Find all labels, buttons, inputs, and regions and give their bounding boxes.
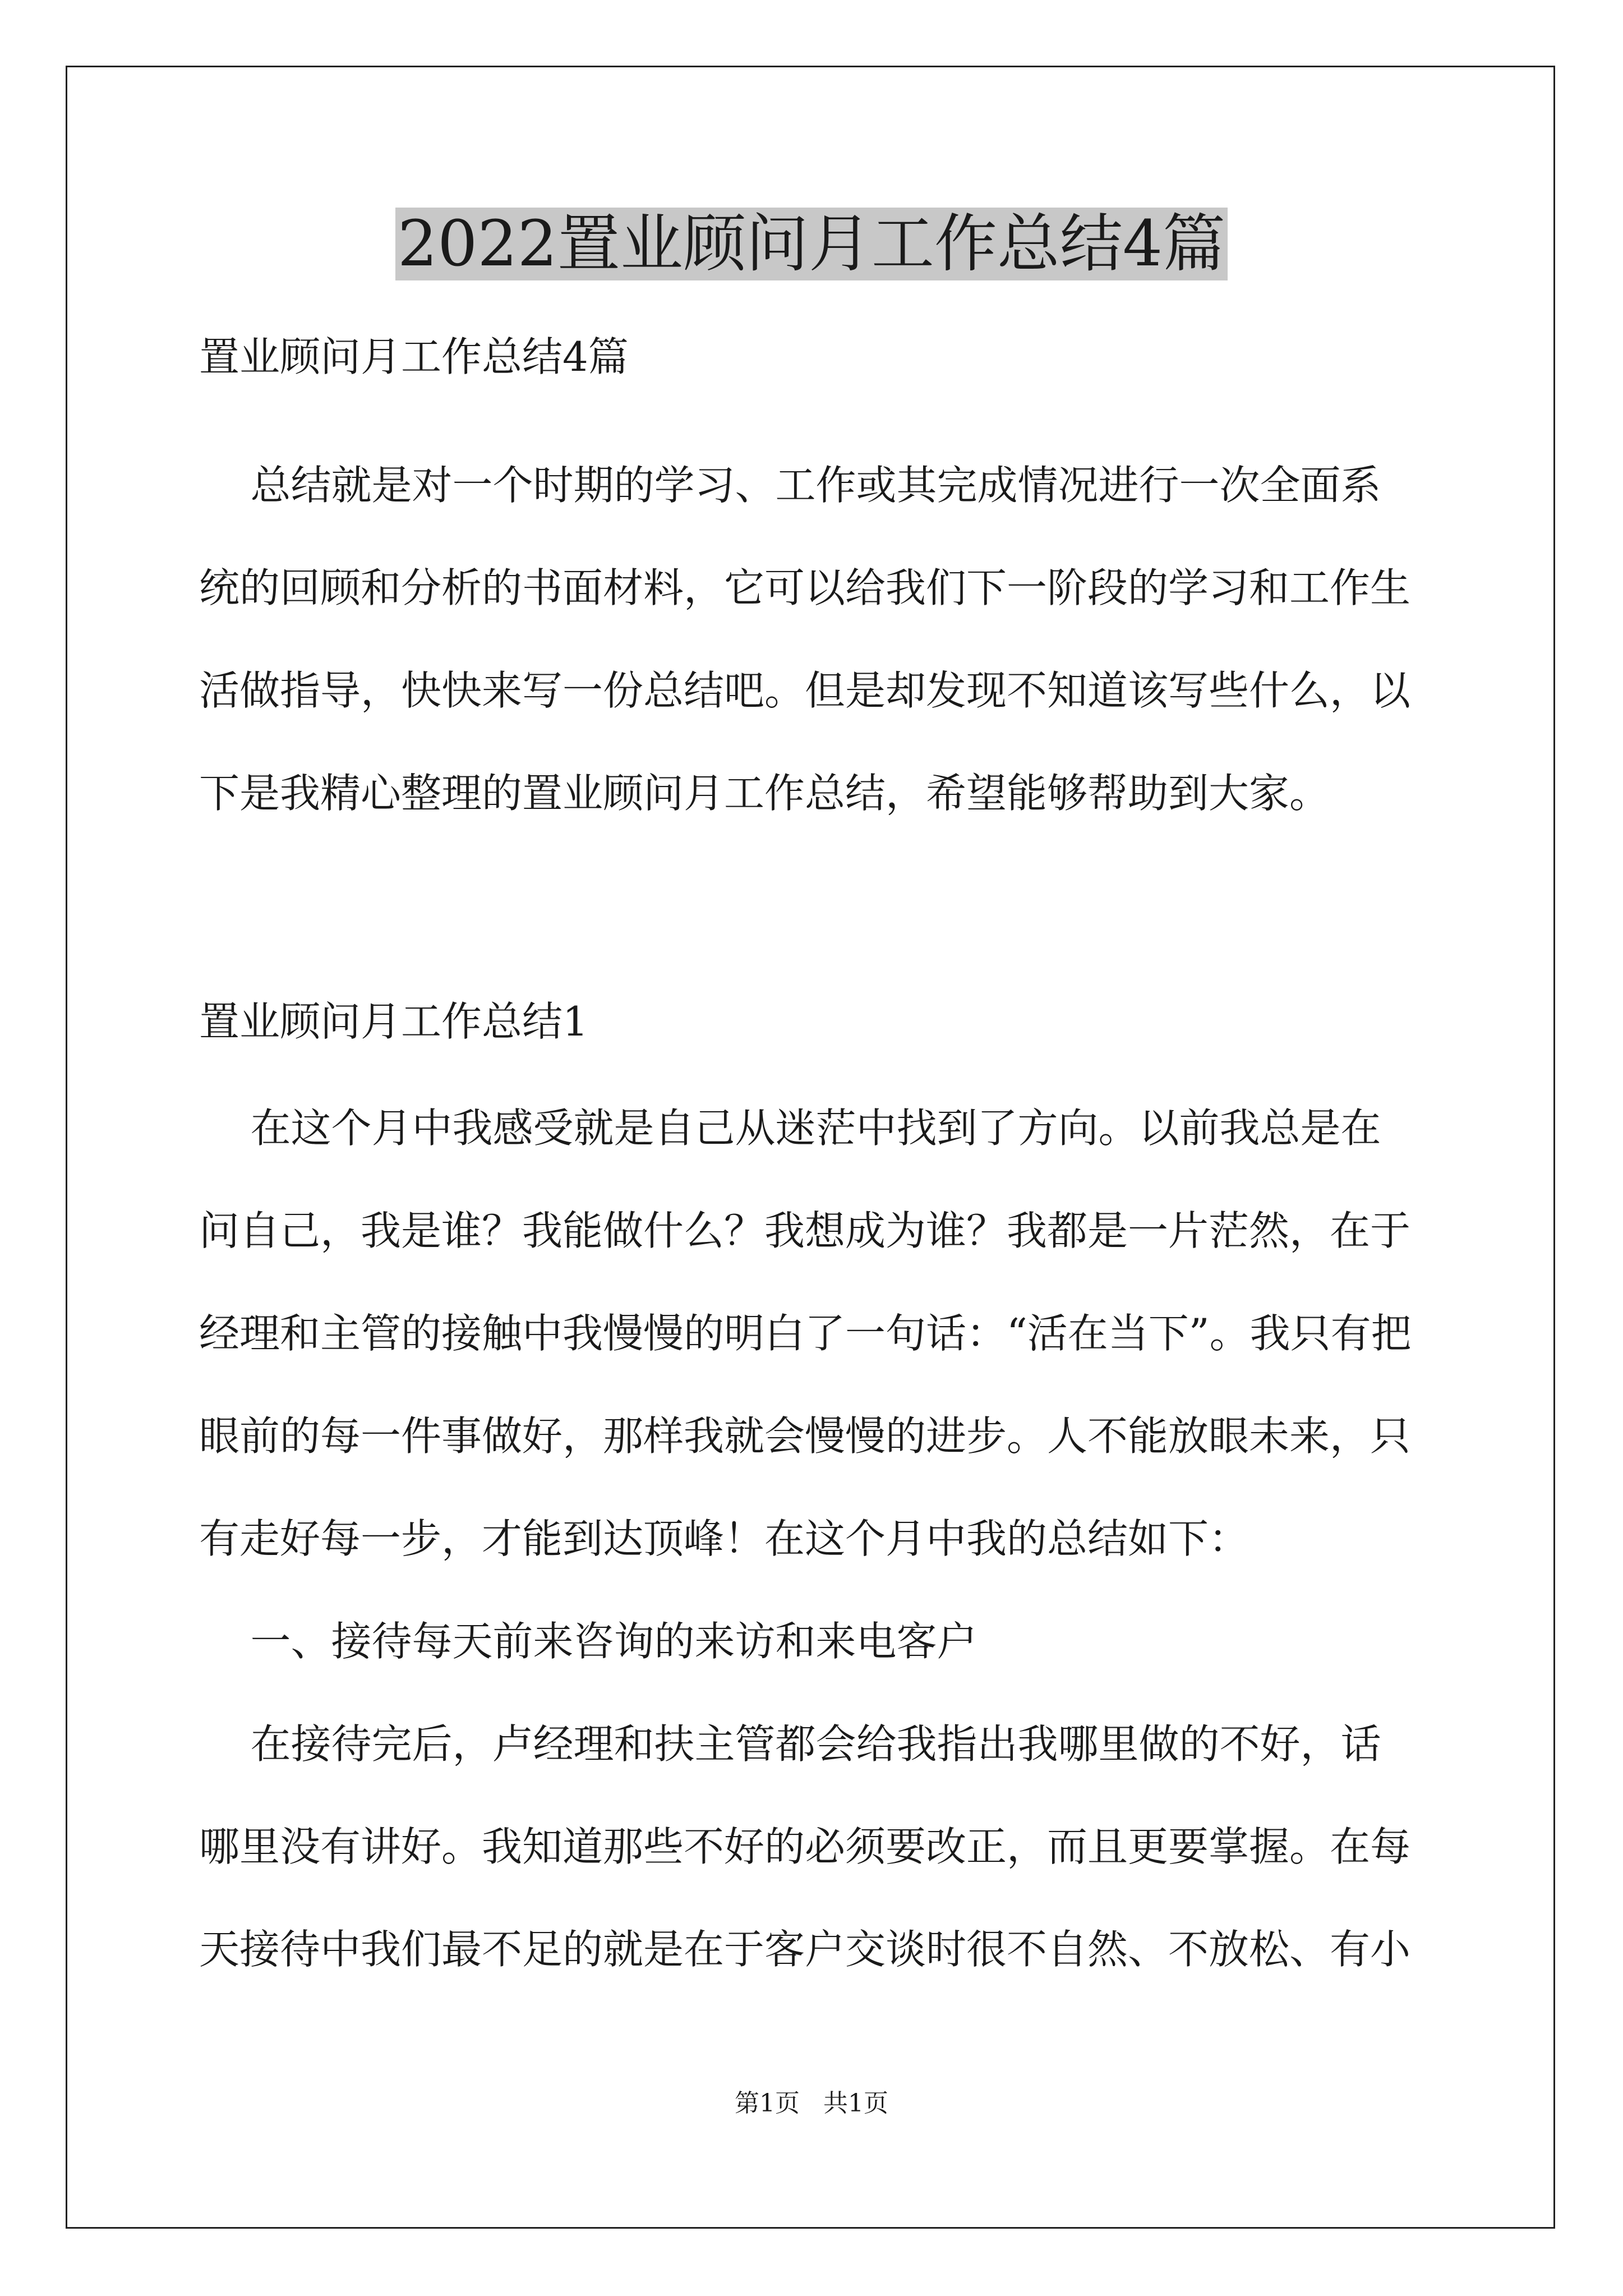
section1-line-3: 经理和主管的接触中我慢慢的明白了一句话：“活在当下”。我只有把: [199, 1310, 1412, 1357]
section1-line-5: 有走好每一步，才能到达顶峰！在这个月中我的总结如下：: [199, 1515, 1249, 1562]
intro-line-1: 总结就是对一个时期的学习、工作或其完成情况进行一次全面系: [199, 462, 1381, 509]
section1-line-2: 问自己，我是谁？我能做什么？我想成为谁？我都是一片茫然，在于: [199, 1207, 1411, 1254]
section1-line-1: 在这个月中我感受就是自己从迷茫中找到了方向。以前我总是在: [199, 1105, 1381, 1152]
footer-spacer: [800, 2089, 823, 2118]
section1-subheading: 一、接待每天前来咨询的来访和来电客户: [199, 1618, 978, 1665]
intro-line-2: 统的回顾和分析的书面材料，它可以给我们下一阶段的学习和工作生: [199, 564, 1411, 611]
intro-line-3: 活做指导，快快来写一份总结吧。但是却发现不知道该写些什么，以: [199, 667, 1411, 714]
page-number-total: 共1页: [823, 2089, 888, 2118]
document-subtitle: 置业顾问月工作总结4篇: [199, 333, 629, 380]
section1-heading: 置业顾问月工作总结1: [199, 998, 588, 1045]
document-title: [0, 205, 1623, 283]
page-number-current: 第1页: [735, 2089, 800, 2118]
section1-line-9: 天接待中我们最不足的就是在于客户交谈时很不自然、不放松、有小: [199, 1926, 1411, 1973]
section1-line-8: 哪里没有讲好。我知道那些不好的必须要改正，而且更要掌握。在每: [199, 1823, 1411, 1870]
page-footer: [0, 2087, 1623, 2120]
section1-line-4: 眼前的每一件事做好，那样我就会慢慢的进步。人不能放眼未来，只: [199, 1412, 1411, 1460]
section1-line-7: 在接待完后，卢经理和扶主管都会给我指出我哪里做的不好，话: [199, 1720, 1381, 1768]
intro-line-4: 下是我精心整理的置业顾问月工作总结，希望能够帮助到大家。: [199, 770, 1330, 817]
document-title-text: 2022置业顾问月工作总结4篇: [395, 208, 1228, 280]
